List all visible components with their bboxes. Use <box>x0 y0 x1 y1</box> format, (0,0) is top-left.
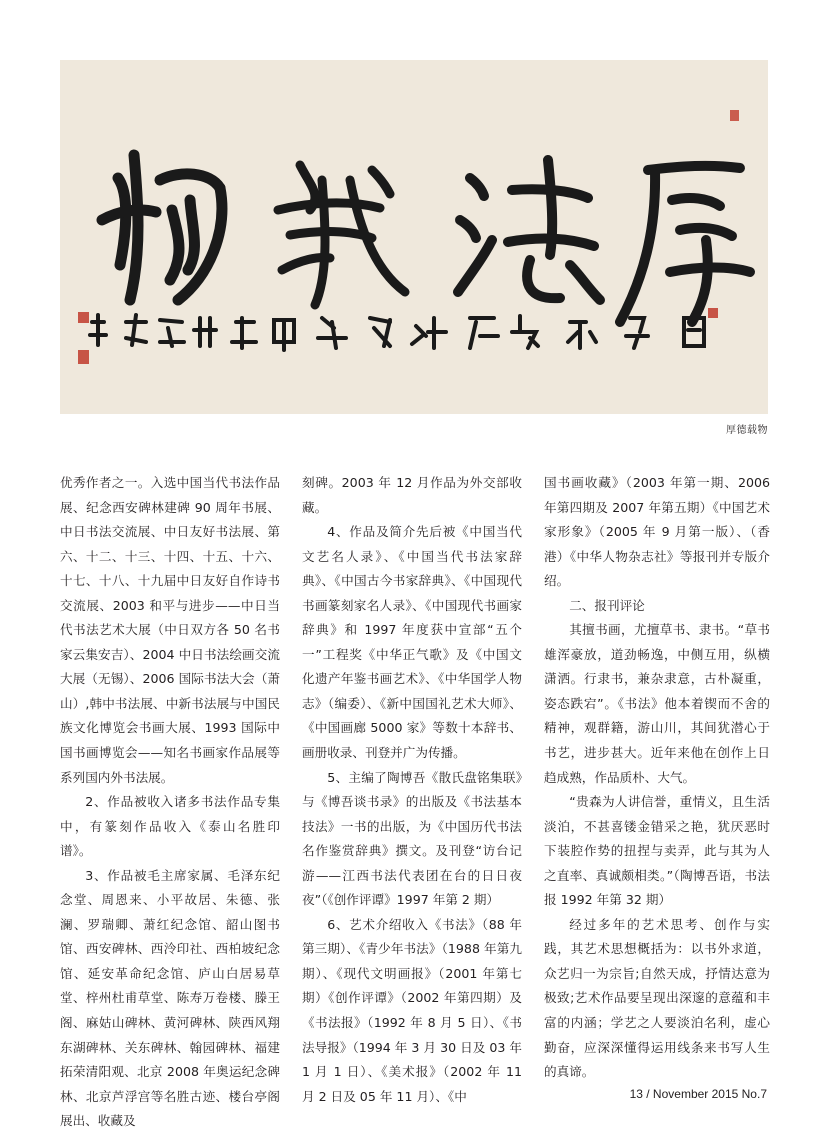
paragraph: “贵森为人讲信誉，重情义，且生活淡泊，不甚喜镂金错采之艳，犹厌恶时下装腔作势的扭捏与卖弄，此与其为人之直率、真诚颇相类。”（陶博吾语，书法报 1992 年第 32 期） <box>544 794 770 908</box>
text-column-1 <box>60 471 280 1134</box>
page-footer: 13 / November 2015 No.7 <box>629 1087 767 1101</box>
artwork-caption: 厚德载物 <box>726 425 768 436</box>
paragraph: 其擅书画，尤擅草书、隶书。“草书雄浑豪放，道劲畅逸，中侧互用，纵横潇洒。行隶书，兼杂隶意，古朴凝重，姿态跌宕”。《书法》他本着锲而不舍的精神，观群籍，游山川，其间犹潜心于书艺，进步甚大。近年来他在创作上日趋成熟，作品质朴、大气。 <box>544 622 770 785</box>
section-heading: 二、报刊评论 <box>569 597 645 613</box>
paragraph: 国书画收藏》（2003 年第一期、2006 年第四期及 2007 年第五期）《中国艺术家形象》（2005 年 9 月第一版）、（香港）《中华人物杂志社》等报刊并专版介绍。 <box>544 475 770 589</box>
calligraphy-scroll <box>60 60 768 414</box>
text-column-3 <box>544 471 770 1085</box>
paragraph: 刻碑。2003 年 12 月作品为外交部收藏。 <box>302 475 522 515</box>
paragraph: 4、作品及简介先后被《中国当代文艺名人录》、《中国当代书法家辞典》、《中国古今书家辞典》、《中国现代书画篆刻家名人录》、《中国现代书画家辞典》和 1997 年度获中宣部“五个一”工程奖《中华正气歌》及《中国文化遗产年鉴书画艺术》、《中华国学人物志》（编委）、《新中国国礼艺术大师》、《中国画廊 5000 家》等数十本辞书、画册收录、刊登并广为传播。 <box>302 524 522 761</box>
paragraph: 5、主编了陶博吾《散氏盘铭集联》与《博吾谈书录》的出版及《书法基本技法》一书的出版，为《中国历代书法名作鉴赏辞典》撰文。及刊登“访台记游——江西书法代表团在台的日日夜夜”（《创作评谭》1997 年第 2 期） <box>302 769 522 908</box>
paragraph: 2、作品被收入诸多书法作品专集中，有篆刻作品收入《泰山名胜印谱》。 <box>60 794 280 859</box>
text-column-2 <box>302 471 522 1109</box>
paragraph: 经过多年的艺术思考、创作与实践，其艺术思想概括为：以书外求道，众艺归一为宗旨;自然天成，抒情达意为极致;艺术作品要呈现出深邃的意蕴和丰富的内涵；学艺之人要淡泊名利，虚心勤奋，应深深懂得运用线条来书写人生的真谛。 <box>544 916 770 1080</box>
paragraph: 6、艺术介绍收入《书法》（88 年第三期）、《青少年书法》（1988 年第九期）、《现代文明画报》（2001 年第七期）《创作评谭》（2002 年第四期）及《书法报》（1992 年 8 月 5 日）、《书法导报》（1994 年 3 月 30 日及 03 年 1 月 1 日）、《美术报》（2002 年 11 月 2 日及 05 年 11 月）、《中 <box>302 916 522 1104</box>
calligraphy-artwork <box>60 60 768 414</box>
paragraph: 3、作品被毛主席家属、毛泽东纪念堂、周恩来、小平故居、朱德、张澜、罗瑞卿、萧红纪念馆、韶山图书馆、西安碑林、西泠印社、西柏坡纪念馆、延安革命纪念馆、庐山白居易草堂、梓州杜甫草堂、陈寿万卷楼、滕王阁、麻姑山碑林、黄河碑林、陕西风翔东湖碑林、关东碑林、翰园碑林、福建拓荣清阳观、北京 2008 年奥运纪念碑林、北京芦浮宫等名胜古迹、楼台亭阁展出、收藏及 <box>60 867 280 1129</box>
paragraph: 优秀作者之一。入选中国当代书法作品展、纪念西安碑林建碑 90 周年书展、中日书法交流展、中日友好书法展、第六、十二、十三、十四、十五、十六、十七、十八、十九届中日友好自作诗书交流展、2003 和平与进步——中日当代书法艺术大展（中日双方各 50 名书家云集安吉）、2004 中日书法绘画交流大展（无锡）、2006 国际书法大会（萧山）,韩中书法展、中新书法展与中国民族文化博览会书画大展、1993 国际中国书画博览会——知名书画家作品展等系列国内外书法展。 <box>60 475 280 785</box>
